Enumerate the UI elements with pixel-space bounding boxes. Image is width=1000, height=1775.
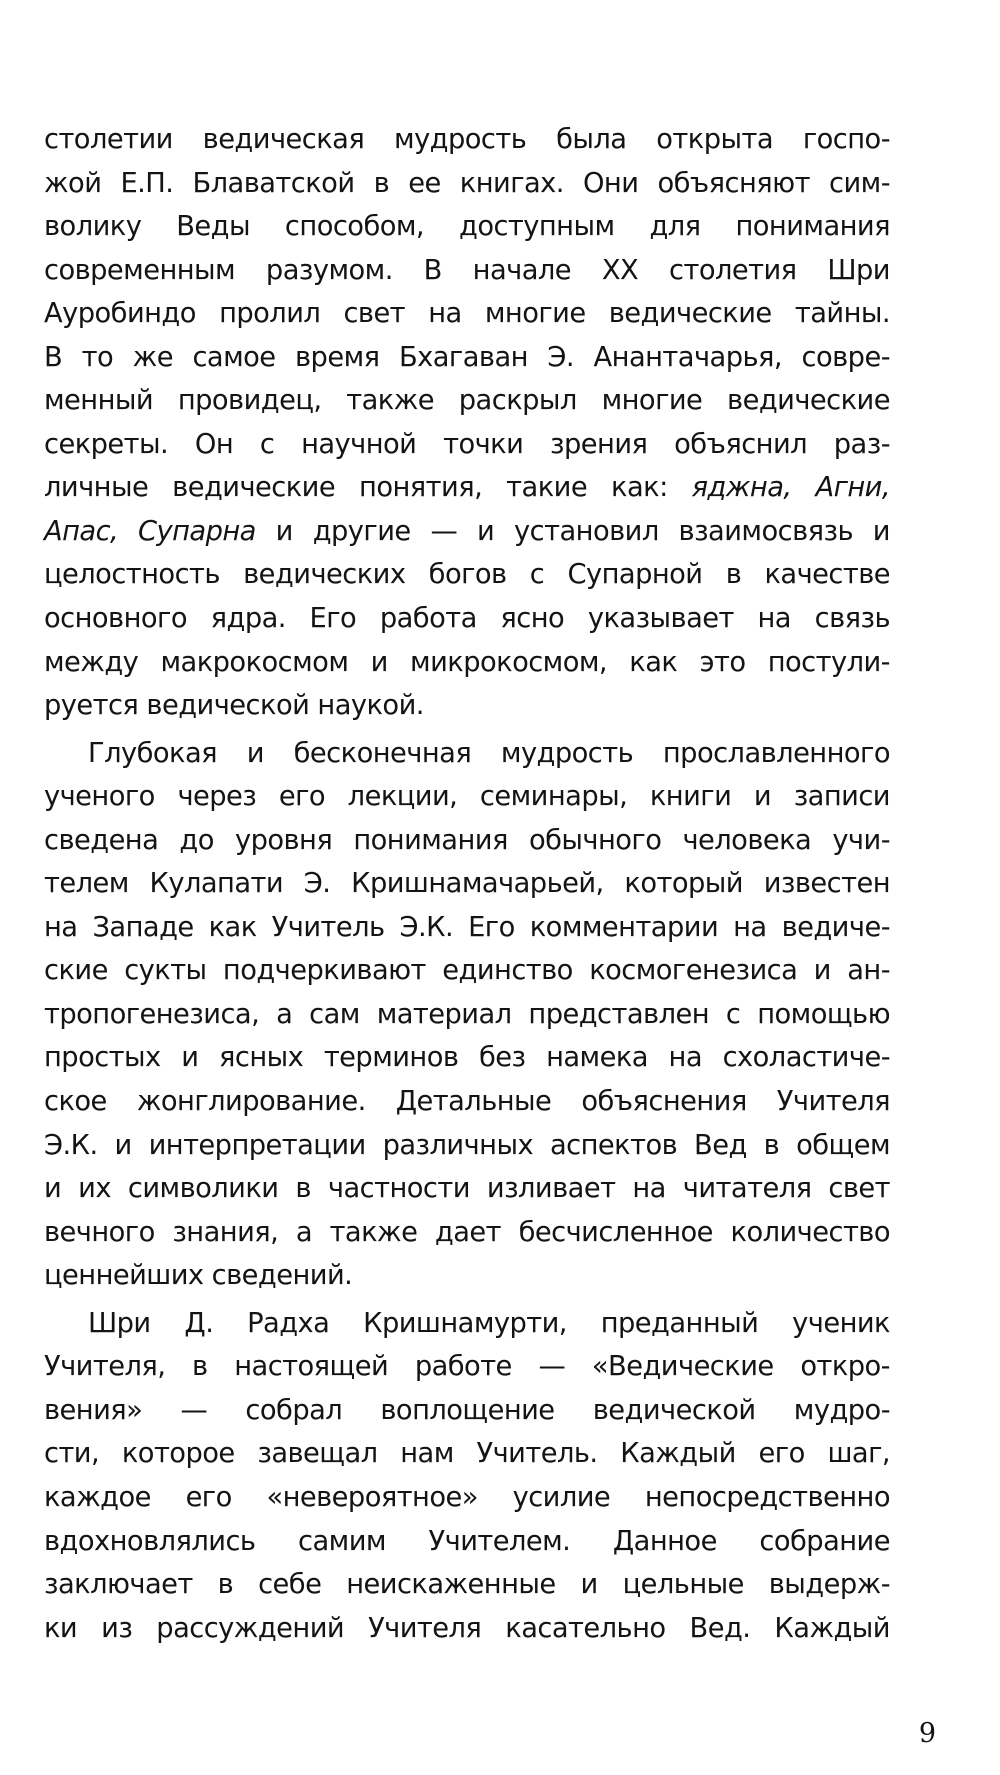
text-segment: жой Е.П. Блаватской в ее книгах. Они объясняют сим-	[44, 167, 890, 199]
text-line	[44, 949, 890, 993]
text-line	[44, 162, 890, 206]
text-segment: телем Кулапати Э. Кришнамачарьей, который известен	[44, 868, 890, 900]
text-line	[44, 510, 890, 554]
text-segment: ценнейших сведений.	[44, 1260, 353, 1292]
text-segment: вдохновлялись самим Учителем. Данное собрание	[44, 1525, 890, 1557]
text-line	[44, 1345, 890, 1389]
text-line	[44, 466, 890, 510]
text-line	[44, 597, 890, 641]
text-line	[44, 1167, 890, 1211]
text-segment: на Западе как Учитель Э.К. Его комментарии на ведиче-	[44, 911, 890, 943]
text-segment: вечного знания, а также дает бесчисленное количество	[44, 1216, 890, 1248]
text-segment: Шри Д. Радха Кришнамурти, преданный ученик	[88, 1307, 890, 1339]
text-segment: целостность ведических богов с Супарной в качестве	[44, 559, 890, 591]
text-segment: и другие — и установил взаимосвязь и	[255, 515, 890, 547]
text-line	[44, 775, 890, 819]
text-line	[44, 1389, 890, 1433]
text-line	[44, 336, 890, 380]
text-line	[44, 993, 890, 1037]
text-segment: ское жонглирование. Детальные объяснения Учителя	[44, 1086, 890, 1118]
text-line	[44, 1211, 890, 1255]
text-segment: современным разумом. В начале XX столетия Шри	[44, 254, 890, 286]
page-number: 9	[918, 1718, 936, 1749]
text-segment: простых и ясных терминов без намека на схоластиче-	[44, 1042, 890, 1074]
text-segment: и их символики в частности изливает на читателя свет	[44, 1173, 890, 1205]
text-line	[44, 1476, 890, 1520]
text-line	[44, 1254, 890, 1298]
text-segment: ки из рассуждений Учителя касательно Вед. Каждый	[44, 1612, 890, 1644]
text-segment: каждое его «невероятное» усилие непосредственно	[44, 1481, 890, 1513]
text-line	[44, 249, 890, 293]
text-segment: менный провидец, также раскрыл многие ведические	[44, 385, 890, 417]
text-segment: тропогенезиса, а сам материал представлен с помощью	[44, 998, 890, 1030]
text-line	[44, 1520, 890, 1564]
text-line	[44, 906, 890, 950]
text-line	[44, 732, 890, 776]
text-segment: вения» — собрал воплощение ведической мудро-	[44, 1394, 890, 1426]
text-segment: Учителя, в настоящей работе — «Ведические откро-	[44, 1351, 890, 1383]
text-line	[44, 1432, 890, 1476]
text-segment: Ауробиндо пролил свет на многие ведические тайны.	[44, 298, 890, 330]
text-line	[44, 379, 890, 423]
text-segment: между макрокосмом и микрокосмом, как это постули-	[44, 646, 890, 678]
text-segment: ученого через его лекции, семинары, книги и записи	[44, 781, 890, 813]
text-segment: основного ядра. Его работа ясно указывает на связь	[44, 603, 890, 635]
text-segment: волику Веды способом, доступным для понимания	[44, 211, 890, 243]
text-line	[44, 423, 890, 467]
text-segment: секреты. Он с научной точки зрения объяснил раз-	[44, 428, 890, 460]
text-line	[44, 1080, 890, 1124]
text-segment: сведена до уровня понимания обычного человека учи-	[44, 824, 890, 856]
text-segment: В то же самое время Бхагаван Э. Анантачарья, совре-	[44, 341, 890, 373]
italic-term: яджна, Агни,	[691, 472, 890, 504]
text-segment: руется ведической наукой.	[44, 690, 424, 722]
text-segment: ские сукты подчеркивают единство космогенезиса и ан-	[44, 955, 890, 987]
text-segment: личные ведические понятия, такие как:	[44, 472, 692, 504]
text-segment: столетии ведическая мудрость была открыта госпо-	[44, 124, 890, 155]
text-line	[44, 292, 890, 336]
text-line	[44, 205, 890, 249]
text-segment: сти, которое завещал нам Учитель. Каждый его шаг,	[44, 1438, 890, 1470]
text-line	[44, 553, 890, 597]
text-line	[44, 1607, 890, 1651]
text-line	[44, 1124, 890, 1168]
body-text	[44, 118, 890, 1650]
text-line	[44, 819, 890, 863]
italic-term: Апас, Супарна	[44, 515, 256, 547]
text-line	[44, 1302, 890, 1346]
text-line	[44, 1563, 890, 1607]
text-line	[44, 641, 890, 685]
text-segment: заключает в себе неискаженные и цельные выдерж-	[44, 1569, 890, 1601]
text-segment: Э.К. и интерпретации различных аспектов Вед в общем	[44, 1129, 890, 1161]
text-line	[44, 1036, 890, 1080]
text-line	[44, 118, 890, 162]
text-segment: Глубокая и бесконечная мудрость прославленного	[88, 737, 890, 769]
text-line	[44, 684, 890, 728]
text-line	[44, 862, 890, 906]
